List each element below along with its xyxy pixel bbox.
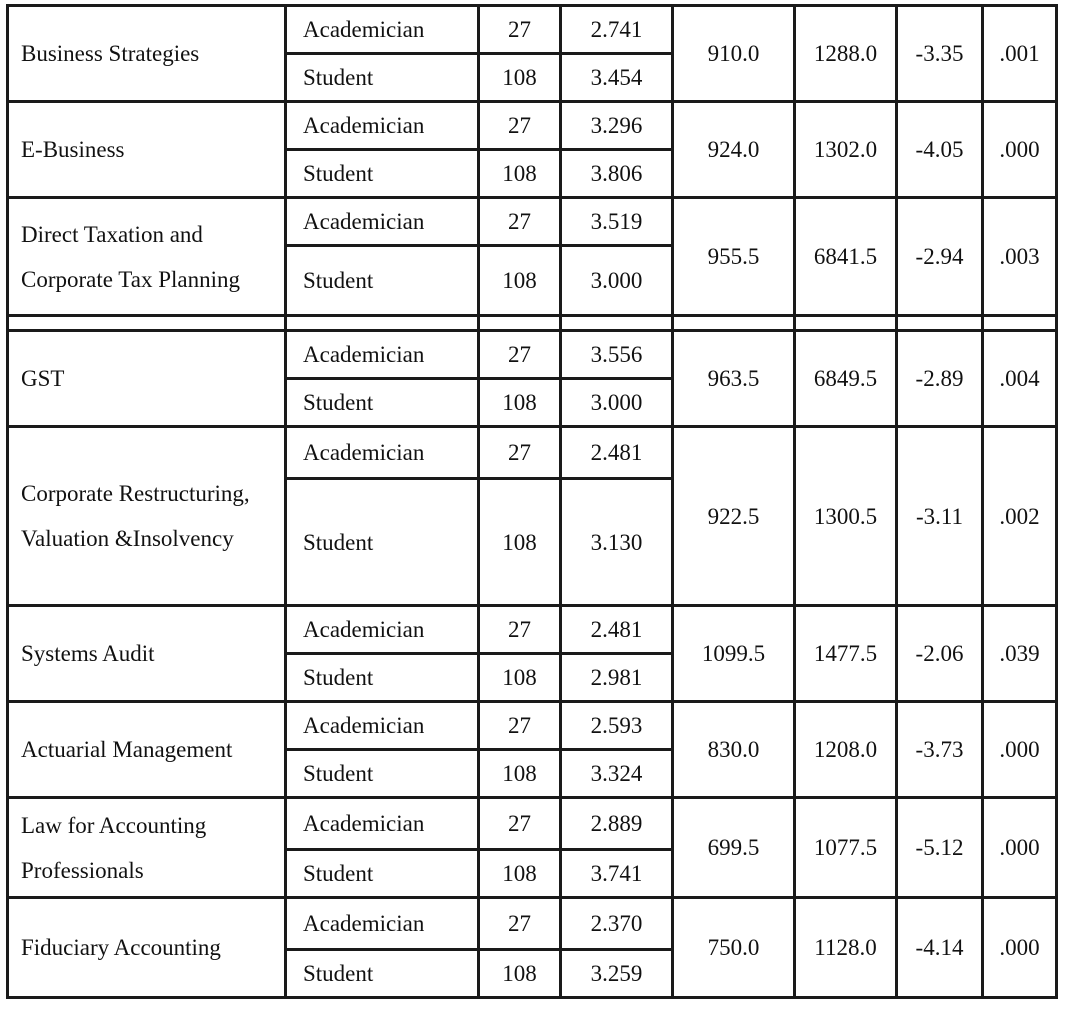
z-cell: -4.14 — [897, 898, 983, 998]
z-cell: -5.12 — [897, 798, 983, 898]
table-row — [8, 702, 1057, 750]
group-cell: Student — [286, 54, 479, 102]
u-cell: 830.0 — [673, 702, 795, 798]
group-cell: Academician — [286, 702, 479, 750]
spacer-row — [8, 316, 1057, 331]
group-cell: Academician — [286, 6, 479, 54]
group-cell: Student — [286, 750, 479, 798]
spacer-cell — [561, 316, 673, 331]
table-row — [8, 427, 1057, 479]
results-table — [6, 4, 1058, 999]
n-cell: 108 — [479, 479, 561, 606]
group-cell: Academician — [286, 606, 479, 654]
w-cell: 1208.0 — [795, 702, 897, 798]
mean-cell: 2.889 — [561, 798, 673, 850]
z-cell: -4.05 — [897, 102, 983, 198]
u-cell: 1099.5 — [673, 606, 795, 702]
p-cell: .000 — [983, 102, 1057, 198]
n-cell: 108 — [479, 850, 561, 898]
subject-cell: GST — [8, 331, 286, 427]
mean-cell: 3.296 — [561, 102, 673, 150]
z-cell: -2.89 — [897, 331, 983, 427]
n-cell: 108 — [479, 246, 561, 316]
n-cell: 108 — [479, 150, 561, 198]
mean-cell: 2.741 — [561, 6, 673, 54]
group-cell: Academician — [286, 102, 479, 150]
mean-cell: 3.000 — [561, 246, 673, 316]
n-cell: 27 — [479, 702, 561, 750]
mean-cell: 3.519 — [561, 198, 673, 246]
z-cell: -3.11 — [897, 427, 983, 606]
subject-cell: Corporate Restructuring, Valuation &Insolvency — [8, 427, 286, 606]
group-cell: Academician — [286, 898, 479, 950]
u-cell: 699.5 — [673, 798, 795, 898]
spacer-cell — [479, 316, 561, 331]
group-cell: Academician — [286, 331, 479, 379]
n-cell: 27 — [479, 198, 561, 246]
mean-cell: 3.454 — [561, 54, 673, 102]
p-cell: .002 — [983, 427, 1057, 606]
w-cell: 6849.5 — [795, 331, 897, 427]
group-cell: Student — [286, 479, 479, 606]
mean-cell: 2.481 — [561, 427, 673, 479]
results-table-body — [8, 6, 1057, 998]
w-cell: 1077.5 — [795, 798, 897, 898]
n-cell: 108 — [479, 750, 561, 798]
n-cell: 27 — [479, 898, 561, 950]
mean-cell: 3.806 — [561, 150, 673, 198]
mean-cell: 3.741 — [561, 850, 673, 898]
n-cell: 27 — [479, 331, 561, 379]
n-cell: 27 — [479, 427, 561, 479]
spacer-cell — [673, 316, 795, 331]
mean-cell: 3.324 — [561, 750, 673, 798]
table-row — [8, 102, 1057, 150]
mean-cell: 3.556 — [561, 331, 673, 379]
spacer-cell — [795, 316, 897, 331]
mean-cell: 3.130 — [561, 479, 673, 606]
u-cell: 910.0 — [673, 6, 795, 102]
u-cell: 963.5 — [673, 331, 795, 427]
subject-cell: Actuarial Management — [8, 702, 286, 798]
group-cell: Student — [286, 950, 479, 998]
group-cell: Academician — [286, 427, 479, 479]
table-row — [8, 198, 1057, 246]
mean-cell: 2.370 — [561, 898, 673, 950]
n-cell: 108 — [479, 379, 561, 427]
n-cell: 27 — [479, 102, 561, 150]
z-cell: -2.94 — [897, 198, 983, 316]
group-cell: Academician — [286, 798, 479, 850]
subject-cell: Business Strategies — [8, 6, 286, 102]
group-cell: Student — [286, 654, 479, 702]
p-cell: .000 — [983, 898, 1057, 998]
group-cell: Student — [286, 379, 479, 427]
u-cell: 924.0 — [673, 102, 795, 198]
subject-cell: Direct Taxation and Corporate Tax Planning — [8, 198, 286, 316]
z-cell: -3.73 — [897, 702, 983, 798]
subject-cell: Law for Accounting Professionals — [8, 798, 286, 898]
p-cell: .000 — [983, 798, 1057, 898]
w-cell: 6841.5 — [795, 198, 897, 316]
u-cell: 922.5 — [673, 427, 795, 606]
w-cell: 1477.5 — [795, 606, 897, 702]
n-cell: 108 — [479, 654, 561, 702]
group-cell: Academician — [286, 198, 479, 246]
group-cell: Student — [286, 150, 479, 198]
w-cell: 1128.0 — [795, 898, 897, 998]
subject-cell: E-Business — [8, 102, 286, 198]
table-row — [8, 331, 1057, 379]
w-cell: 1300.5 — [795, 427, 897, 606]
table-row — [8, 6, 1057, 54]
table-row — [8, 798, 1057, 850]
p-cell: .001 — [983, 6, 1057, 102]
spacer-cell — [286, 316, 479, 331]
z-cell: -3.35 — [897, 6, 983, 102]
table-row — [8, 898, 1057, 950]
p-cell: .000 — [983, 702, 1057, 798]
subject-cell: Fiduciary Accounting — [8, 898, 286, 998]
mean-cell: 2.481 — [561, 606, 673, 654]
p-cell: .039 — [983, 606, 1057, 702]
u-cell: 955.5 — [673, 198, 795, 316]
p-cell: .004 — [983, 331, 1057, 427]
mean-cell: 2.981 — [561, 654, 673, 702]
u-cell: 750.0 — [673, 898, 795, 998]
n-cell: 108 — [479, 54, 561, 102]
subject-cell: Systems Audit — [8, 606, 286, 702]
n-cell: 27 — [479, 798, 561, 850]
n-cell: 108 — [479, 950, 561, 998]
table-row — [8, 606, 1057, 654]
spacer-cell — [983, 316, 1057, 331]
n-cell: 27 — [479, 606, 561, 654]
mean-cell: 2.593 — [561, 702, 673, 750]
mean-cell: 3.000 — [561, 379, 673, 427]
p-cell: .003 — [983, 198, 1057, 316]
w-cell: 1288.0 — [795, 6, 897, 102]
n-cell: 27 — [479, 6, 561, 54]
w-cell: 1302.0 — [795, 102, 897, 198]
mean-cell: 3.259 — [561, 950, 673, 998]
group-cell: Student — [286, 850, 479, 898]
spacer-cell — [8, 316, 286, 331]
z-cell: -2.06 — [897, 606, 983, 702]
group-cell: Student — [286, 246, 479, 316]
spacer-cell — [897, 316, 983, 331]
